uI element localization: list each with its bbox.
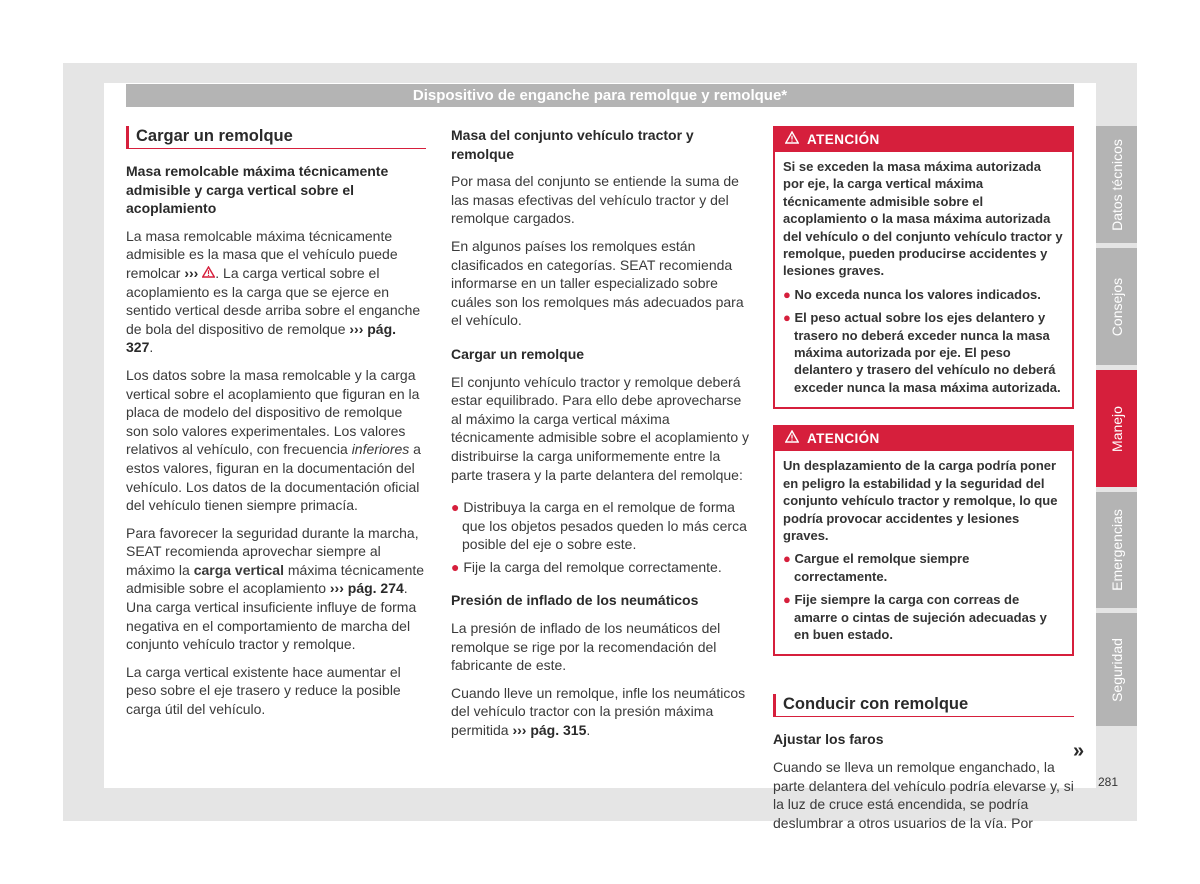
bullet-dot-icon: ● [783,551,791,567]
column-1 [126,126,426,728]
arrow-ref-icon: ››› [184,264,203,281]
warning-box [773,126,1074,409]
list-item: ● Fije la carga del remolque correctamente. [451,558,722,575]
bullet-dot-icon: ● [783,286,791,302]
subheading: Ajustar los faros [773,731,884,748]
paragraph: Cuando lleve un remolque, infle los neumáticos del vehículo tractor con la presión máxima permitida ››› pág. 315. [451,684,746,739]
paragraph: El conjunto vehículo tractor y remolque deberá estar equilibrado. Para ello debe aprovecharse al máximo la carga vertical máxima técnicamente admisible sobre el acoplamiento y distribuirse la carga uniformemente entre la parte trasera y la parte delantera del remolque: [451,373,750,483]
page-number: 281 [1098,775,1119,789]
page-reference-link[interactable]: ››› pág. 274 [329,580,404,597]
page-reference-link[interactable]: ››› pág. 327 [126,320,397,356]
subheading: Cargar un remolque [451,345,585,362]
section-heading: Cargar un remolque [126,126,426,149]
section-heading: Conducir con remolque [773,694,1074,717]
section-banner: Dispositivo de enganche para remolque y remolque* [126,84,1074,107]
column-3 [773,126,1074,841]
tab-consejos[interactable]: Consejos [1096,248,1137,365]
tab-emergencias[interactable]: Emergencias [1096,492,1137,608]
paragraph: La presión de inflado de los neumáticos del remolque se rige por la recomendación del fabricante de este. [451,620,721,674]
warning-body: Un desplazamiento de la carga podría poner en peligro la estabilidad y la seguridad del conjunto vehículo tractor y remolque, lo que podría provocar accidentes y lesiones graves. ● Cargue el remolque siempre correctamente. ● Fije siempre la carga con correas de amarre o cintas de sujeción adecuadas y en buen estado. [775,451,1072,654]
warning-body: Si se exceden la masa máxima autorizada por eje, la carga vertical máxima técnicamente admisible sobre el acoplamiento o la masa máxima autorizada del vehículo o del conjunto vehículo tractor y remolque, pueden producirse accidentes y lesiones graves. ● No exceda nunca los valores indicados. ● El peso actual sobre los ejes delantero y trasero no deberá exceder nunca la masa máxima autorizada por eje. El peso delantero y trasero del vehículo no deberá exceder nunca la masa máxima autorizada. [783,159,1063,395]
paragraph: Los datos sobre la masa remolcable y la carga vertical sobre el acoplamiento que figuran en la placa de modelo del dispositivo de remolque son solo valores experimentales. Los valores relativos al vehículo, con frecuencia inferiores a estos valores, figuran en la documentación del vehículo. Los datos de la documentación oficial del vehículo tienen siempre primacía. [126,366,421,514]
list-item: ● El peso actual sobre los ejes delantero y trasero no deberá exceder nunca la masa máxima autorizada por eje. El peso delantero y trasero del vehículo no deberá exceder nunca la masa máxima autorizada. [783,310,1061,395]
tab-seguridad[interactable]: Seguridad [1096,613,1137,726]
warning-triangle-icon [785,128,799,152]
warning-triangle-icon [202,265,215,281]
paragraph: La carga vertical existente hace aumentar el peso sobre el eje trasero y reduce la posible carga útil del vehículo. [126,663,401,718]
tab-datos-tecnicos[interactable]: Datos técnicos [1096,126,1137,243]
warning-header: ATENCIÓN [775,128,1072,152]
subheading: Masa del conjunto vehículo tractor y remolque [451,127,694,162]
tab-manejo[interactable]: Manejo [1096,370,1137,487]
paragraph: Por masa del conjunto se entiende la suma de las masas efectivas del vehículo tractor y del remolque cargados. [451,173,739,227]
list-item: ● No exceda nunca los valores indicados. [783,286,1041,302]
list-item: ● Cargue el remolque siempre correctamente. [783,551,970,584]
subheading: Presión de inflado de los neumáticos [451,592,699,609]
list-item: ● Distribuya la carga en el remolque de forma que los objetos pesados queden lo más cerca posible del eje o sobre este. [451,499,747,553]
bullet-dot-icon: ● [783,592,791,608]
paragraph: Cuando se lleva un remolque enganchado, la parte delantera del vehículo podría elevarse y, si la luz de cruce está encendida, se podría deslumbrar a otros usuarios de la vía. Por [773,758,1074,831]
column-2 [451,126,751,749]
warning-box [773,425,1074,656]
continue-mark: » [1073,740,1085,762]
bullet-dot-icon: ● [451,558,460,575]
subheading: Masa remolcable máxima técnicamente admisible y carga vertical sobre el acoplamiento [126,163,389,217]
paragraph: La masa remolcable máxima técnicamente admisible es la masa que el vehículo puede remolcar ››› . La carga vertical sobre el acoplamiento es la carga que se ejerce en sentido vertical desde arriba sobre el enganche de bola del dispositivo de remolque ››› pág. 327. [126,227,421,356]
bullet-dot-icon: ● [783,310,791,326]
bullet-dot-icon: ● [451,499,460,516]
paragraph: Para favorecer la seguridad durante la marcha, SEAT recomienda aprovechar siempre al máximo la carga vertical máxima técnicamente admisible sobre el acoplamiento ››› pág. 274. Una carga vertical insuficiente influye de forma negativa en el comportamiento de marcha del conjunto vehículo tractor y remolque. [126,524,425,653]
warning-header: ATENCIÓN [775,427,1072,451]
paragraph: En algunos países los remolques están clasificados en categorías. SEAT recomienda informarse en un taller especializado sobre cuáles son los remolques más adecuados para el vehículo. [451,237,744,329]
list-item: ● Fije siempre la carga con correas de amarre o cintas de sujeción adecuadas y en buen estado. [783,592,1047,642]
page-reference-link[interactable]: ››› pág. 315 [512,722,587,739]
warning-triangle-icon [785,427,799,451]
